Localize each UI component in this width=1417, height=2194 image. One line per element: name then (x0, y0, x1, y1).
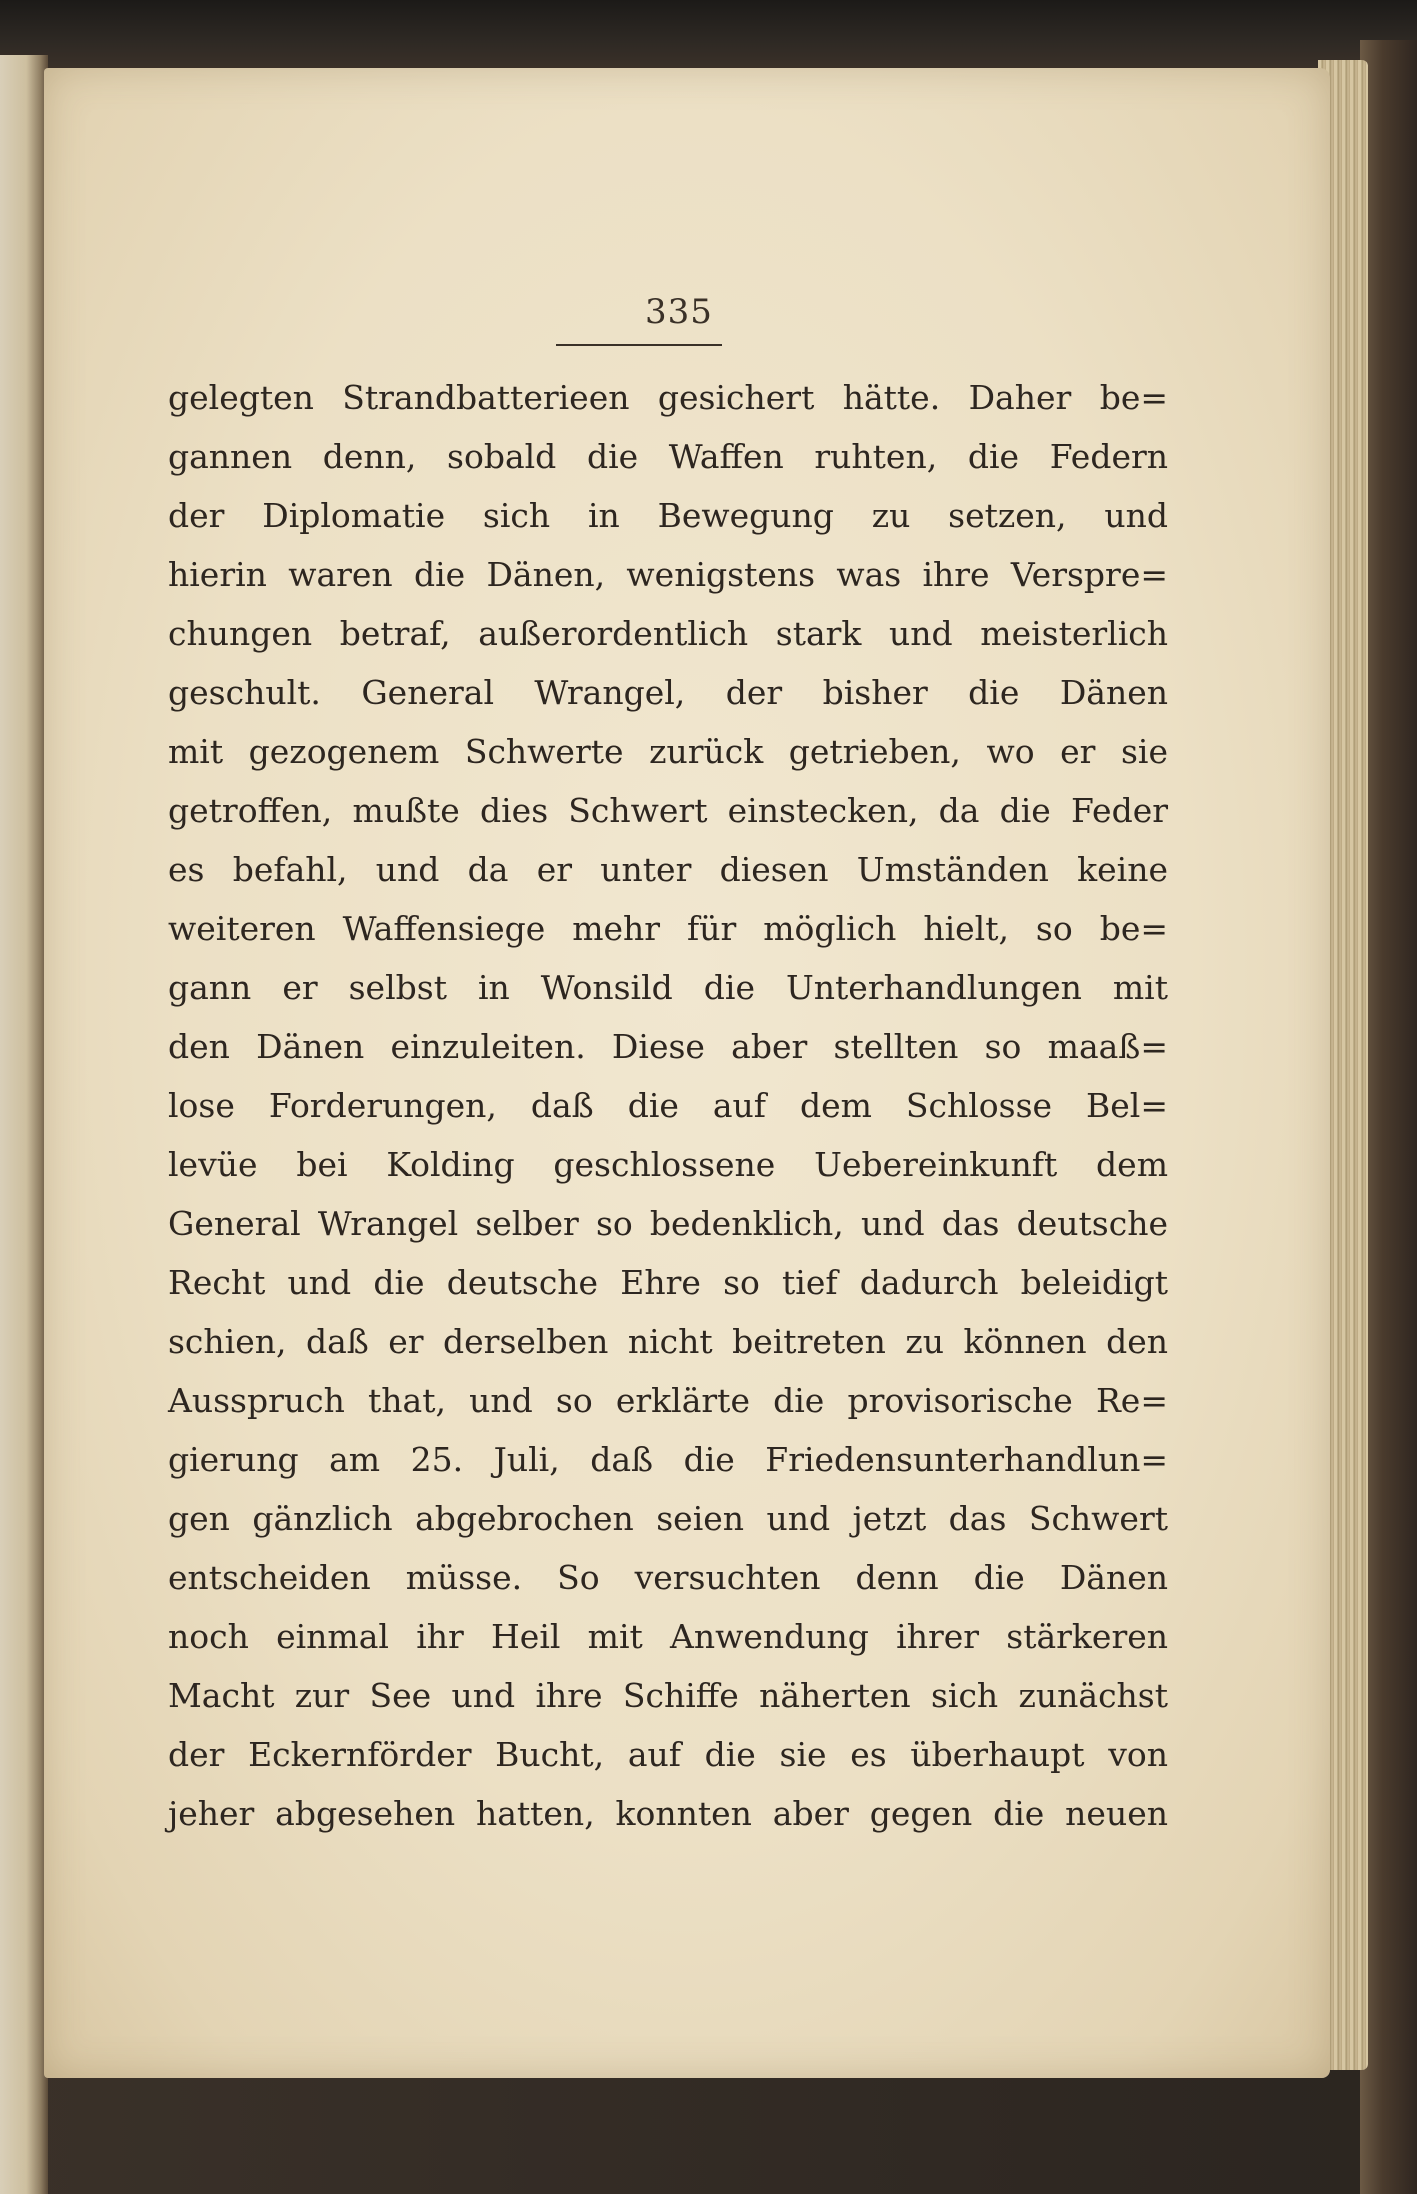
text-line: gierung am 25. Juli, daß die Friedensunterhandlun= (168, 1440, 1168, 1479)
text-line: chungen betraf, außerordentlich stark und meisterlich (168, 614, 1168, 653)
text-line: jeher abgesehen hatten, konnten aber gegen die neuen (168, 1794, 1168, 1833)
text-line: Ausspruch that, und so erklärte die provisorische Re= (168, 1381, 1168, 1420)
scan-top-edge (0, 0, 1417, 70)
text-line: der Eckernförder Bucht, auf die sie es überhaupt von (168, 1735, 1168, 1774)
text-line: Recht und die deutsche Ehre so tief dadurch beleidigt (168, 1263, 1168, 1302)
page-number: 335 (645, 292, 713, 332)
text-line: Macht zur See und ihre Schiffe näherten sich zunächst (168, 1676, 1168, 1715)
text-line: mit gezogenem Schwerte zurück getrieben, wo er sie (168, 732, 1168, 771)
text-line: getroffen, mußte dies Schwert einstecken, da die Feder (168, 791, 1168, 830)
text-line: lose Forderungen, daß die auf dem Schlosse Bel= (168, 1086, 1168, 1125)
text-line: gann er selbst in Wonsild die Unterhandlungen mit (168, 968, 1168, 1007)
page-number-rule (556, 344, 722, 346)
body-text (168, 368, 1168, 1843)
text-line: hierin waren die Dänen, wenigstens was ihre Verspre= (168, 555, 1168, 594)
text-line: weiteren Waffensiege mehr für möglich hielt, so be= (168, 909, 1168, 948)
text-line: gannen denn, sobald die Waffen ruhten, die Federn (168, 437, 1168, 476)
book-page (44, 68, 1330, 2078)
text-line: geschult. General Wrangel, der bisher die Dänen (168, 673, 1168, 712)
text-line: entscheiden müsse. So versuchten denn die Dänen (168, 1558, 1168, 1597)
book-cover-right (1360, 40, 1417, 2194)
text-line: noch einmal ihr Heil mit Anwendung ihrer stärkeren (168, 1617, 1168, 1656)
text-line: der Diplomatie sich in Bewegung zu setzen, und (168, 496, 1168, 535)
text-line: schien, daß er derselben nicht beitreten zu können den (168, 1322, 1168, 1361)
text-line: gen gänzlich abgebrochen seien und jetzt das Schwert (168, 1499, 1168, 1538)
text-line: levüe bei Kolding geschlossene Uebereinkunft dem (168, 1145, 1168, 1184)
text-line: den Dänen einzuleiten. Diese aber stellten so maaß= (168, 1027, 1168, 1066)
book-binding-left (0, 55, 48, 2194)
text-line: gelegten Strandbatterieen gesichert hätte. Daher be= (168, 378, 1168, 417)
text-line: General Wrangel selber so bedenklich, und das deutsche (168, 1204, 1168, 1243)
text-line: es befahl, und da er unter diesen Umständen keine (168, 850, 1168, 889)
